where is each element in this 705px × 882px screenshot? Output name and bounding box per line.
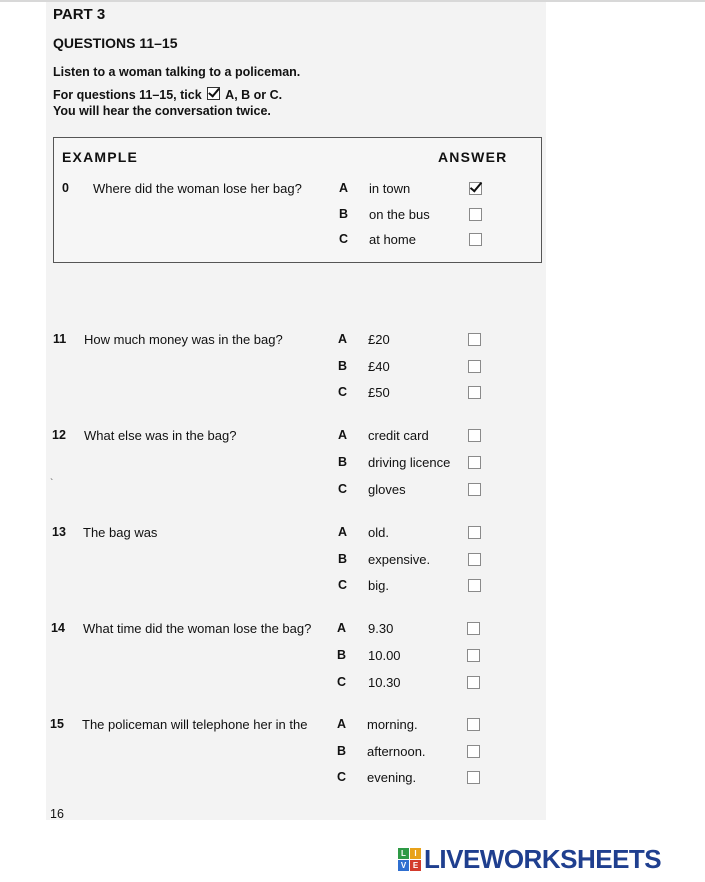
questions-title: QUESTIONS 11–15 <box>53 35 178 51</box>
logo-grid-cell: E <box>410 860 421 871</box>
answer-checkbox-15-b[interactable] <box>467 745 480 758</box>
example-answer-checkbox-b <box>469 208 482 221</box>
liveworksheets-logo <box>398 842 661 876</box>
option-text: £50 <box>368 385 390 400</box>
option-letter: C <box>338 578 348 592</box>
question-text-15: The policeman will telephone her in the <box>82 717 308 732</box>
answer-checkbox-14-b[interactable] <box>467 649 480 662</box>
option-text: driving licence <box>368 455 451 470</box>
example-option-text: on the bus <box>369 207 430 222</box>
question-number-14: 14 <box>51 621 65 635</box>
answer-checkbox-11-c[interactable] <box>468 386 481 399</box>
question-text-11: How much money was in the bag? <box>84 332 283 347</box>
answer-checkbox-12-a[interactable] <box>468 429 481 442</box>
option-letter: C <box>338 482 348 496</box>
option-letter: A <box>338 525 348 539</box>
logo-text: LIVEWORKSHEETS <box>424 843 662 874</box>
option-text: £20 <box>368 332 390 347</box>
instruction-line-3: You will hear the conversation twice. <box>53 104 271 118</box>
option-text: afternoon. <box>367 744 426 759</box>
option-letter: B <box>338 552 348 566</box>
option-letter: A <box>338 332 348 346</box>
logo-grid-cell: V <box>398 860 409 871</box>
example-title: EXAMPLE <box>62 149 139 165</box>
question-number-11: 11 <box>53 332 67 346</box>
option-text: gloves <box>368 482 406 497</box>
option-letter: A <box>337 717 347 731</box>
example-option-letter: C <box>339 232 349 246</box>
option-letter: C <box>337 770 347 784</box>
question-text-13: The bag was <box>83 525 158 540</box>
option-letter: C <box>338 385 348 399</box>
answer-checkbox-15-c[interactable] <box>467 771 480 784</box>
option-text: evening. <box>367 770 417 785</box>
option-text: £40 <box>368 359 390 374</box>
option-text: morning. <box>367 717 418 732</box>
page-number: 16 <box>50 807 64 821</box>
part-title: PART 3 <box>53 6 106 23</box>
answer-checkbox-11-b[interactable] <box>468 360 481 373</box>
answer-checkbox-13-b[interactable] <box>468 553 481 566</box>
question-number-15: 15 <box>50 717 64 731</box>
logo-grid-icon <box>398 848 421 871</box>
answer-checkbox-13-c[interactable] <box>468 579 481 592</box>
option-text: credit card <box>368 428 429 443</box>
option-letter: C <box>337 675 347 689</box>
answer-checkbox-14-c[interactable] <box>467 676 480 689</box>
question-text-14: What time did the woman lose the bag? <box>83 621 312 636</box>
question-text-12: What else was in the bag? <box>84 428 237 443</box>
logo-grid-cell: I <box>410 848 421 859</box>
answer-checkbox-14-a[interactable] <box>467 622 480 635</box>
option-text: expensive. <box>368 552 431 567</box>
logo-grid-cell: L <box>398 848 409 859</box>
option-letter: A <box>338 428 348 442</box>
instruction-line-2-end: A, B or C. <box>225 88 283 102</box>
answer-checkbox-13-a[interactable] <box>468 526 481 539</box>
answer-checkbox-12-b[interactable] <box>468 456 481 469</box>
question-number-13: 13 <box>52 525 66 539</box>
option-text: big. <box>368 578 389 593</box>
tick-box-icon <box>207 87 220 100</box>
answer-checkbox-15-a[interactable] <box>467 718 480 731</box>
example-option-text: in town <box>369 181 411 196</box>
instruction-line-2 <box>53 87 282 102</box>
question-number-12: 12 <box>52 428 66 442</box>
example-number: 0 <box>62 181 69 195</box>
option-letter: A <box>337 621 347 635</box>
option-text: old. <box>368 525 389 540</box>
example-answer-checkbox-c <box>469 233 482 246</box>
stray-mark: ` <box>50 478 54 489</box>
answer-checkbox-12-c[interactable] <box>468 483 481 496</box>
worksheet-page <box>46 2 546 820</box>
instruction-line-2-start: For questions 11–15, tick <box>53 88 202 102</box>
example-answer-checkbox-a <box>469 182 482 195</box>
option-letter: B <box>338 359 348 373</box>
option-letter: B <box>337 744 347 758</box>
option-letter: B <box>337 648 347 662</box>
example-option-letter: A <box>339 181 349 195</box>
example-option-text: at home <box>369 232 416 247</box>
example-question: Where did the woman lose her bag? <box>93 181 302 196</box>
answer-label: ANSWER <box>438 149 508 165</box>
example-option-letter: B <box>339 207 349 221</box>
option-text: 9.30 <box>368 621 394 636</box>
instruction-line-1: Listen to a woman talking to a policeman. <box>53 65 301 79</box>
option-text: 10.00 <box>368 648 401 663</box>
answer-checkbox-11-a[interactable] <box>468 333 481 346</box>
option-letter: B <box>338 455 348 469</box>
option-text: 10.30 <box>368 675 401 690</box>
